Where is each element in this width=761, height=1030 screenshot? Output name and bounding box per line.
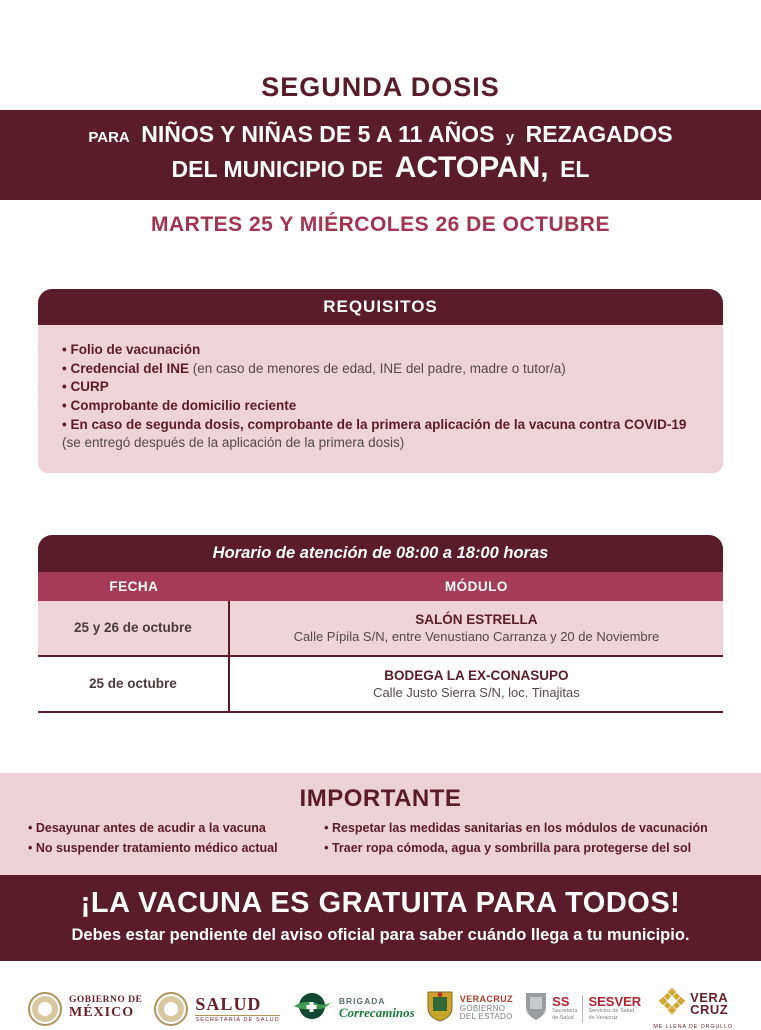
banner-municipio-prefix: DEL MUNICIPIO DE [171, 156, 384, 182]
important-item: • No suspender tratamiento médico actual [28, 838, 324, 859]
modulo-name: BODEGA LA EX-CONASUPO [384, 667, 569, 683]
important-item: • Respetar las medidas sanitarias en los módulos de vacunación [324, 818, 733, 839]
schedule-hours-header: Horario de atención de 08:00 a 18:00 horas [38, 535, 723, 572]
important-items [28, 818, 733, 859]
gold-rosette-pattern-icon [658, 987, 686, 1020]
cell-modulo [230, 657, 723, 711]
important-item: • Traer ropa cómoda, agua y sombrilla para protegerse del sol [324, 838, 733, 859]
veracruz-label: VERACRUZ [459, 993, 513, 1004]
modulo-address: Calle Justo Sierra S/N, loc. Tinajitas [373, 684, 580, 700]
ss-label: SS [552, 994, 570, 1010]
audience-banner [0, 110, 761, 200]
schedule-table [38, 535, 723, 713]
requirements-section [38, 289, 723, 473]
important-item: • Desayunar antes de acudir a la vacuna [28, 818, 324, 839]
banner-rezagados: REZAGADOS [525, 121, 673, 147]
logo-salud [154, 992, 279, 1026]
requirement-item: • Comprobante de domicilio reciente [62, 397, 699, 416]
logo-divider [582, 995, 583, 1023]
cell-fecha: 25 y 26 de octubre [38, 601, 230, 655]
page-title: SEGUNDA DOSIS [261, 72, 500, 102]
gobierno-label: GOBIERNO [459, 1003, 506, 1013]
sesver-label: SESVER [588, 994, 642, 1010]
mexico-label: MÉXICO [69, 1005, 135, 1021]
free-vaccine-subtitle: Debes estar pendiente del aviso oficial para saber cuándo llega a tu municipio. [71, 926, 690, 944]
requirement-item: • Credencial del INE (en caso de menores de edad, INE del padre, madre o tutor/a) [62, 360, 699, 379]
important-title: IMPORTANTE [299, 784, 462, 812]
requirement-item: • CURP [62, 378, 699, 397]
banner-word-para: PARA [88, 129, 130, 146]
logo-brigada-correcaminos [292, 990, 415, 1027]
table-row [38, 657, 723, 713]
cell-fecha: 25 de octubre [38, 657, 230, 711]
orgullo-tagline: ME LLENA DE ORGULLO [653, 1024, 733, 1030]
ss-shield-icon [525, 991, 547, 1026]
secretaria-salud-label: SECRETARÍA DE SALUD [195, 1016, 280, 1023]
banner-municipio-name: ACTOPAN, [394, 151, 549, 184]
ss-sub-label1: Secretaría [552, 1008, 578, 1015]
mexico-eagle-seal-icon [28, 992, 62, 1026]
requirements-list [38, 325, 723, 473]
important-right-column [324, 818, 733, 859]
modulo-address: Calle Pípila S/N, entre Venustiano Carranza y 20 de Noviembre [293, 628, 660, 644]
requirement-item: • En caso de segunda dosis, comprobante de la primera aplicación de la vacuna contra COVID-19 (se entregó después de la aplicación de la primera dosis) [62, 416, 699, 453]
logo-veracruz-orgullo [653, 987, 733, 1030]
free-vaccine-banner [0, 875, 761, 961]
logo-gobierno-de-mexico [28, 992, 142, 1026]
column-header-modulo: MÓDULO [444, 578, 508, 594]
schedule-column-headers [38, 572, 723, 601]
cell-modulo [230, 601, 723, 655]
column-header-fecha: FECHA [109, 578, 159, 594]
free-vaccine-title: ¡LA VACUNA ES GRATUITA PARA TODOS! [80, 887, 681, 919]
banner-audience: NIÑOS Y NIÑAS DE 5 A 11 AÑOS [141, 121, 495, 147]
veracruz-shield-icon [427, 990, 453, 1027]
logo-veracruz-gobierno [427, 990, 513, 1027]
footer-logos [0, 961, 761, 1030]
important-section [0, 773, 761, 875]
audience-banner-line1 [0, 119, 761, 153]
brigada-label: BRIGADA [338, 995, 386, 1006]
correcaminos-label: Correcaminos [338, 1005, 415, 1021]
requirements-title: REQUISITOS [38, 289, 723, 325]
cruz-label: CRUZ [690, 1001, 729, 1017]
sesver-sub-label2: de Veracruz [588, 1015, 618, 1021]
event-dates: MARTES 25 Y MIÉRCOLES 26 DE OCTUBRE [151, 213, 610, 236]
table-row [38, 601, 723, 657]
banner-municipio-suffix: EL [560, 156, 590, 182]
gobierno-de-label: GOBIERNO DE [69, 995, 143, 1006]
audience-banner-line2 [0, 153, 761, 188]
sesver-sub-label1: Servicios de Salud [588, 1008, 635, 1015]
salud-label: SALUD [195, 993, 262, 1014]
ss-sub-label2: de Salud [552, 1015, 574, 1021]
logo-ss-sesver [525, 991, 641, 1026]
vera-label: VERA [690, 990, 729, 1006]
roadrunner-bird-icon [292, 990, 332, 1027]
salud-eagle-seal-icon [154, 992, 188, 1026]
del-estado-label: DEL ESTADO [459, 1012, 513, 1022]
banner-connector: y [505, 129, 515, 146]
modulo-name: SALÓN ESTRELLA [415, 611, 538, 627]
requirement-item: • Folio de vacunación [62, 341, 699, 360]
important-left-column [28, 818, 324, 859]
